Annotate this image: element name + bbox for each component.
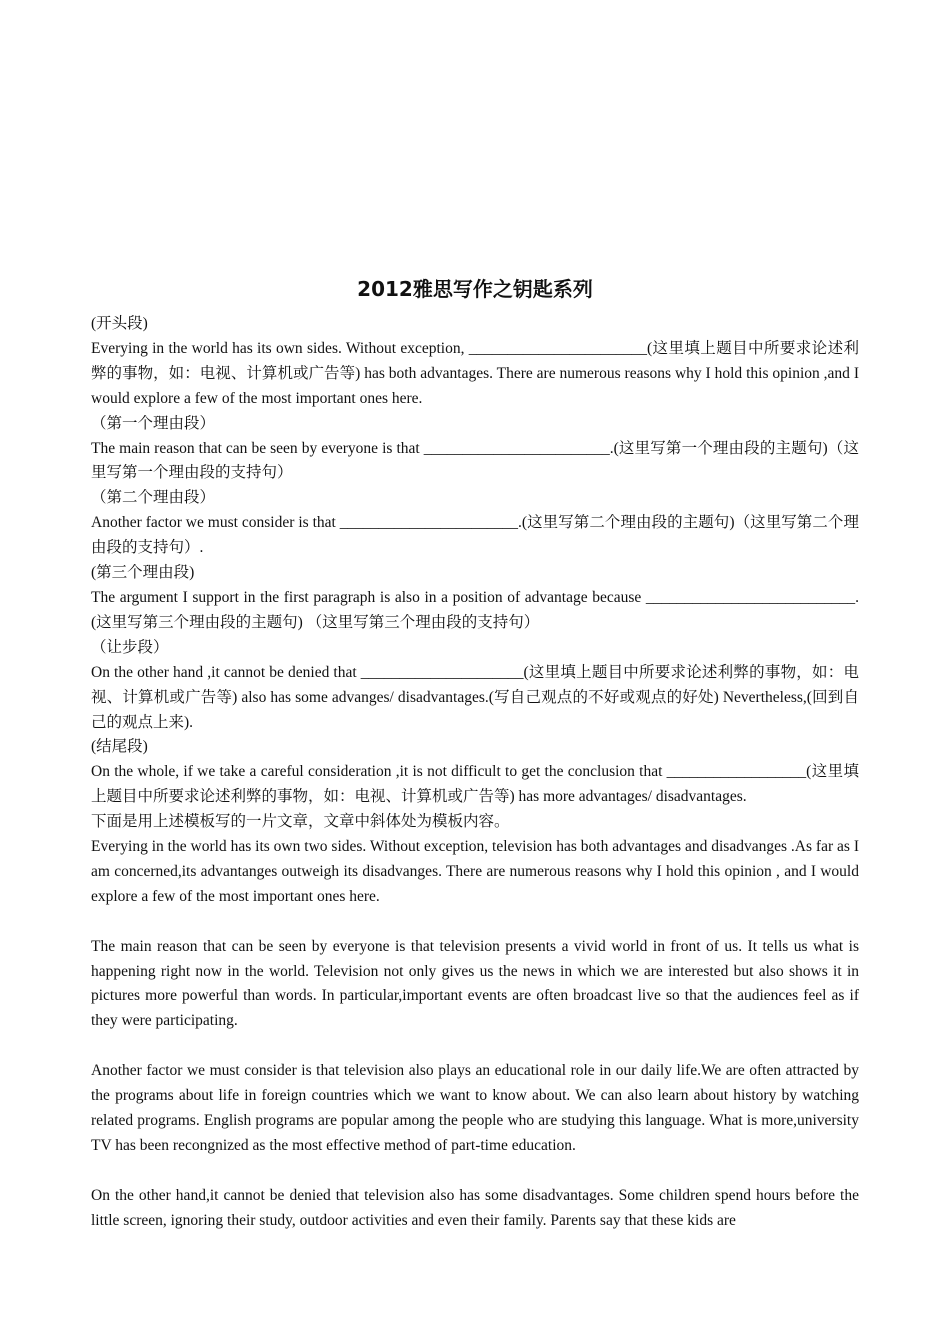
document-title: 2012雅思写作之钥匙系列 <box>357 277 593 301</box>
reason2-text: Another factor we must consider is that _______________________.(这里写第二个理由段的主题句)（这里写第二个理由段的支持句）. <box>91 514 859 557</box>
document-body <box>91 312 859 1233</box>
opening-text: Everying in the world has its own sides. Without exception, _______________________(这里填上题目中所要求论述利弊的事物，如：电视、计算机或广告等) has both advantages. There are numerous reasons why I hold this opinion ,and I would explore a few of the most important ones here. <box>91 339 859 407</box>
sample-paragraph-2: The main reason that can be seen by everyone is that television presents a vivid world in front of us. It tells us what is happening right now in the world. Television not only gives us the news in which we are interested but also shows it in pictures more powerful than words. In particular,important events are often broadcast live so that the audiences feel as if they were participating. <box>91 937 859 1030</box>
reason1-text: The main reason that can be seen by everyone is that ________________________.(这里写第一个理由段的主题句)（这里写第一个理由段的支持句） <box>91 439 859 482</box>
sample-paragraph-3: Another factor we must consider is that television also plays an educational role in our daily life.We are often attracted by the programs about life in foreign countries which we want to know about. We can also learn about history by watching related programs. English programs are popular among the people who are studying this language. What is more,university TV has been recongnized as the most effective method of part-time education. <box>91 1062 859 1154</box>
paragraph-spacer <box>91 1034 859 1059</box>
reason3-label: (第三个理由段) <box>91 564 195 582</box>
sample-paragraph-4: On the other hand,it cannot be denied that television also has some disadvantages. Some children spend hours before the little screen, ignoring their study, outdoor activities and even their family. Parents say that these kids are <box>91 1186 859 1229</box>
paragraph-spacer <box>91 910 859 935</box>
conclusion-label: (结尾段) <box>91 738 148 756</box>
reason3-text: The argument I support in the first paragraph is also in a position of advantage because ___________________________.(这里写第三个理由段的主题句) （这里写第三个理由段的支持句） <box>91 588 859 631</box>
concession-label: （让步段） <box>91 638 169 656</box>
reason1-label: （第一个理由段） <box>91 414 216 432</box>
concession-text: On the other hand ,it cannot be denied that _____________________(这里填上题目中所要求论述利弊的事物，如：电视、计算机或广告等) also has some advanges/ disadvantages.(写自己观点的不好或观点的好处) Nevertheless,(回到自己的观点上来). <box>91 663 859 731</box>
paragraph-spacer <box>91 1159 859 1184</box>
conclusion-text: On the whole, if we take a careful consideration ,it is not difficult to get the conclusion that __________________(这里填上题目中所要求论述利弊的事物，如：电视、计算机或广告等) has more advantages/ disadvantages. <box>91 763 859 806</box>
reason2-label: （第二个理由段） <box>91 489 216 507</box>
opening-label: (开头段) <box>91 315 148 332</box>
sample-intro: 下面是用上述模板写的一片文章，文章中斜体处为模板内容。 <box>91 813 510 831</box>
sample-paragraph-1: Everying in the world has its own two sides. Without exception, television has both advantages and disadvanges .As far as I am concerned,its advantanges outweigh its disadvanges. There are numerous reasons why I hold this opinion , and I would explore a few of the most important ones here. <box>91 838 859 905</box>
